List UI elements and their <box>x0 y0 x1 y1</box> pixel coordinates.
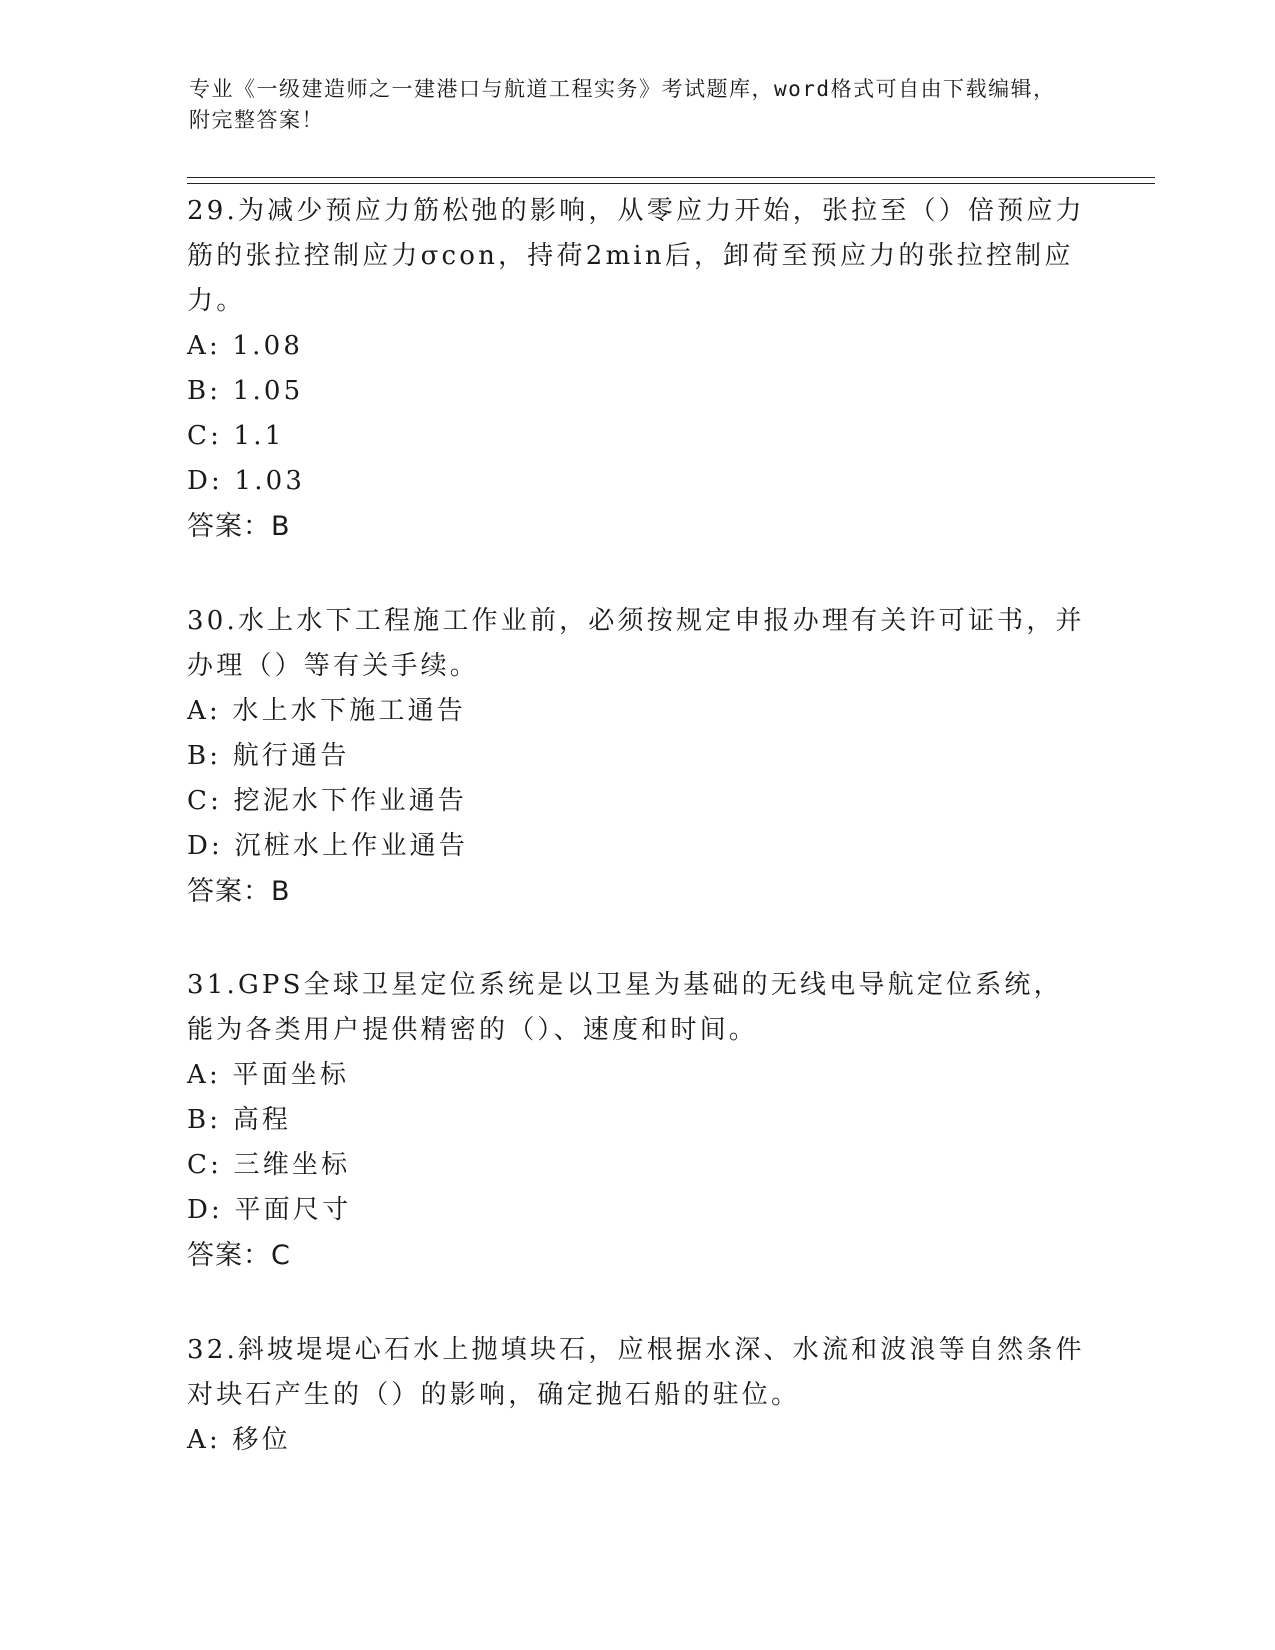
question-stem: 30.水上水下工程施工作业前，必须按规定申报办理有关许可证书，并办理（）等有关手续。 <box>187 606 1085 681</box>
option-d: D: 1.03 <box>187 466 306 496</box>
header-divider-top <box>187 177 1155 178</box>
option-c: C: 三维坐标 <box>187 1150 351 1180</box>
answer-line: 答案：B <box>187 876 291 907</box>
document-header-note: 专业《一级建造师之一建港口与航道工程实务》考试题库，word格式可自由下载编辑，附完整答案！ <box>189 77 1056 132</box>
question-29 <box>187 189 1087 549</box>
question-31 <box>187 963 1087 1278</box>
option-a: A: 水上水下施工通告 <box>187 696 467 726</box>
option-b: B: 1.05 <box>187 376 304 406</box>
option-a: A: 1.08 <box>187 331 304 361</box>
option-a: A: 移位 <box>187 1425 291 1455</box>
question-30 <box>187 599 1087 914</box>
option-b: B: 航行通告 <box>187 741 350 771</box>
option-d: D: 平面尺寸 <box>187 1195 352 1225</box>
question-stem: 32.斜坡堤堤心石水上抛填块石，应根据水深、水流和波浪等自然条件对块石产生的（）的影响，确定抛石船的驻位。 <box>187 1335 1085 1410</box>
question-stem: 29.为减少预应力筋松弛的影响，从零应力开始，张拉至（）倍预应力筋的张拉控制应力σcon，持荷2min后，卸荷至预应力的张拉控制应力。 <box>187 196 1085 316</box>
answer-line: 答案：B <box>187 511 291 542</box>
question-stem: 31.GPS全球卫星定位系统是以卫星为基础的无线电导航定位系统，能为各类用户提供精密的（）、速度和时间。 <box>187 970 1063 1045</box>
option-b: B: 高程 <box>187 1105 292 1135</box>
header-divider-bottom <box>187 183 1155 184</box>
option-c: C: 挖泥水下作业通告 <box>187 786 468 816</box>
option-d: D: 沉桩水上作业通告 <box>187 831 469 861</box>
answer-line: 答案：C <box>187 1240 291 1271</box>
option-c: C: 1.1 <box>187 421 285 451</box>
option-a: A: 平面坐标 <box>187 1060 350 1090</box>
question-32 <box>187 1328 1087 1463</box>
